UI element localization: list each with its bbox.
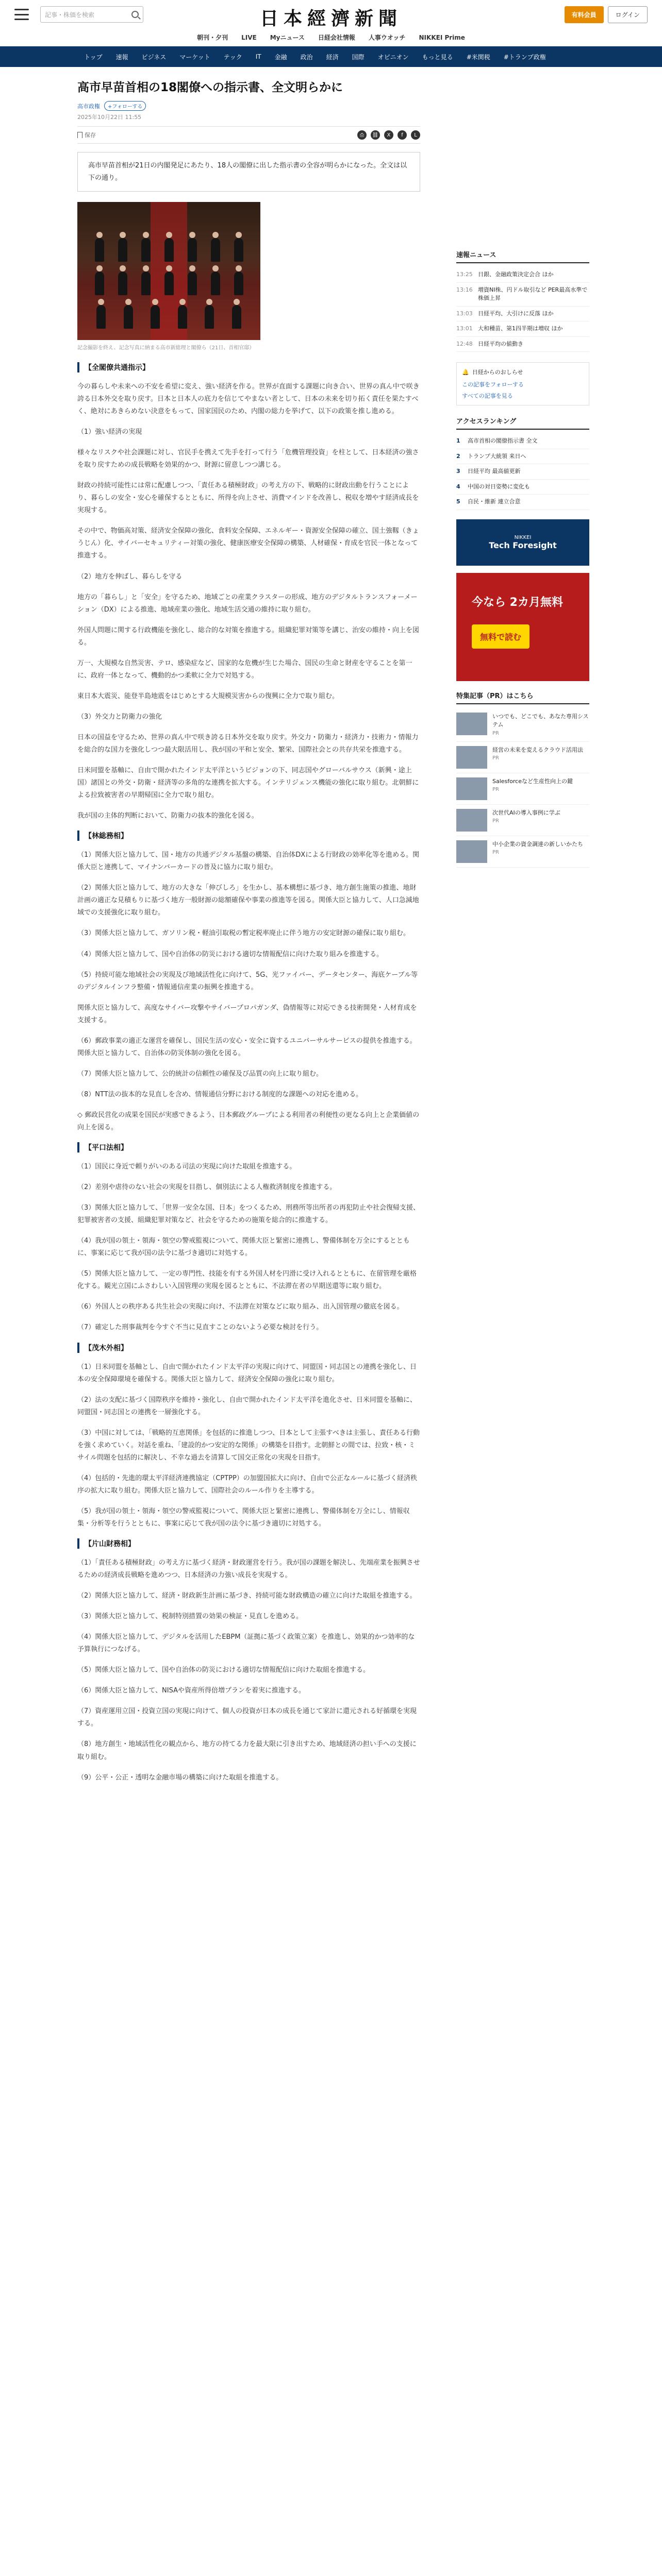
paragraph: （7）確定した刑事裁判を今すぐ不当に見直すことのないよう必要な検討を行う。 — [77, 1324, 323, 1332]
paragraph: （7）関係大臣と協力して、公的統計の信頼性の確保及び品質の向上に取り組む。 — [77, 1070, 323, 1078]
ranking-number: 3 — [456, 468, 460, 474]
news-item[interactable] — [456, 337, 589, 352]
feature-item[interactable] — [456, 836, 589, 868]
section-heading: 【林総務相】 — [77, 831, 420, 841]
subnav-item[interactable]: 朝刊・夕刊 — [197, 34, 228, 41]
ranking-item[interactable] — [456, 480, 589, 495]
paragraph: 日米同盟を基軸に、自由で開かれたインド太平洋というビジョンの下、同志国やグローバルサウス（新興・途上国）諸国との外交・防衛・経済等の多角的な連携を拡大する。インテリジェンス機能の強化に取り組む。北朝鮮による拉致被害者の早期帰国に全力で取り組む。 — [77, 767, 419, 800]
paragraph: 我が国の主体的判断において、防衛力の抜本的強化を図る。 — [77, 812, 258, 820]
subnav-item[interactable]: Myニュース — [270, 34, 305, 41]
subnav-item[interactable]: 日経会社情報 — [318, 34, 355, 41]
sub-navigation — [0, 29, 662, 46]
search-icon[interactable] — [131, 11, 139, 18]
site-logo[interactable]: 日本經濟新聞 — [259, 8, 403, 29]
photo-caption: 記念撮影を終え、記念写真に納まる高市新総理と閣僚ら（21日、首相官邸） — [77, 345, 255, 351]
ranking-title: 高市首相の閣僚指示書 全文 — [468, 437, 538, 444]
news-time: 13:25 — [456, 271, 473, 278]
paragraph: （6）関係大臣と協力して、NISAや資産所得倍増プランを着実に推進する。 — [77, 1687, 305, 1695]
bell-icon: 🔔 — [462, 368, 469, 376]
nav-item[interactable]: IT — [255, 53, 261, 60]
paragraph: （2）法の支配に基づく国際秩序を維持・強化し、自由で開かれたインド太平洋を進化させ、日米同盟を基軸に、同盟国・同志国との連携を一層強化する。 — [77, 1396, 417, 1416]
sidebar — [456, 79, 589, 1792]
paragraph: （2）関係大臣と協力して、地方の大きな「伸びしろ」を生かし、基本構想に基づき、地方創生施策の推進、地財計画の適正な見積もりに基づく地方一般財源の総額確保や事業の推進等を図る。関係大臣と協力して、人口急減地域での支援強化に取り組む。 — [77, 884, 419, 917]
paragraph: （1）国民に身近で頼りがいのある司法の実現に向けた取組を推進する。 — [77, 1163, 296, 1171]
subnav-item[interactable]: 人事ウオッチ — [368, 34, 406, 41]
ranking-number: 5 — [456, 498, 460, 505]
section-heading: 【茂木外相】 — [77, 1343, 420, 1353]
nav-item[interactable]: 金融 — [274, 53, 287, 61]
article-body — [77, 362, 420, 1784]
feature-title: 中小企業の資金調達の新しいかたち — [492, 840, 583, 848]
paragraph: （1）強い経済の実現 — [77, 428, 142, 436]
paragraph: （7）資産運用立国・投資立国の実現に向けて、個人の投資が日本の成長を通じて家計に還元される好循環を実現する。 — [77, 1707, 417, 1728]
news-heading: 速報ニュース — [456, 249, 589, 263]
article-summary: 高市早苗首相が21日の内閣発足にあたり、18人の閣僚に出した指示書の全容が明らかになった。全文は以下の通り。 — [77, 152, 420, 192]
ranking-title: 日経平均 最高値更新 — [468, 468, 521, 474]
news-time: 12:48 — [456, 340, 473, 347]
share-link-icon[interactable]: ⛓ — [371, 130, 380, 140]
ranking-number: 1 — [456, 437, 460, 444]
ad-subscription[interactable] — [456, 573, 589, 681]
paragraph: （9）公平・公正・透明な金融市場の構築に向けた取組を推進する。 — [77, 1773, 283, 1782]
hamburger-menu-icon[interactable] — [14, 9, 29, 20]
news-title: 増資NI株、円ドル取引など PER最高水準で株価上昇 — [478, 286, 588, 301]
share-line-icon[interactable]: L — [411, 130, 420, 140]
news-title: 日経平均の値動き — [478, 340, 523, 347]
ranking-number: 2 — [456, 452, 460, 460]
feature-text — [492, 713, 589, 737]
feature-thumbnail — [456, 840, 487, 863]
news-item[interactable] — [456, 283, 589, 307]
article-main — [77, 79, 420, 1792]
paragraph: 関係大臣と協力して、高度なサイバー攻撃やサイバープロパガンダ、偽情報等に対応できる技術開発・人材育成を支援する。 — [77, 1004, 417, 1024]
news-time: 13:03 — [456, 310, 473, 317]
nav-item[interactable]: 経済 — [326, 53, 339, 61]
feature-source: PR — [492, 818, 499, 824]
feature-item[interactable] — [456, 708, 589, 742]
feature-text — [492, 840, 583, 863]
paragraph: （5）関係大臣と協力して、国や自治体の防災における適切な情報配信に向けた取組を推進する。 — [77, 1666, 370, 1674]
feature-source: PR — [492, 850, 499, 855]
panel-text: 日経からのおしらせ — [472, 369, 523, 376]
news-title: 日銀、金融政策決定会合 ほか — [478, 271, 554, 278]
ranking-item[interactable] — [456, 434, 589, 449]
save-label: 保存 — [85, 132, 96, 139]
nav-item[interactable]: もっと見る — [422, 53, 453, 61]
bookmark-icon — [77, 132, 82, 138]
news-time: 13:01 — [456, 325, 473, 332]
share-bar — [77, 126, 420, 144]
news-time: 13:16 — [456, 286, 473, 293]
subnav-item[interactable]: NIKKEI Prime — [419, 33, 465, 41]
notice-panel — [456, 362, 589, 405]
topic-tag[interactable]: 高市政権 — [77, 103, 100, 110]
feature-source: PR — [492, 787, 499, 792]
paragraph: （2）関係大臣と協力して、経済・財政新生計画に基づき、持続可能な財政構造の確立に向けた取組を推進する。 — [77, 1592, 417, 1600]
publish-date: 2025年10月22日 11:55 — [77, 114, 142, 121]
paragraph: （2）地方を伸ばし、暮らしを守る — [77, 572, 183, 581]
nav-item[interactable]: #米関税 — [466, 53, 490, 61]
feature-title: 次世代AIの導入事例に学ぶ — [492, 809, 560, 816]
section-heading: 【全閣僚共通指示】 — [77, 362, 420, 372]
ranking-title: 中国の対日姿勢に変化も — [468, 483, 530, 490]
paragraph: （6）外国人との秩序ある共生社会の実現に向け、不法滞在対策などに取り組み、出入国管理の徹底を図る。 — [77, 1303, 404, 1311]
paragraph: （4）我が国の領土・領海・領空の警戒監視について、関係大臣と緊密に連携し、警備体制を万全にするとともに、事案に応じて我が国の法令に基づき適切に対処する。 — [77, 1237, 410, 1258]
paragraph: （5）関係大臣と協力して、一定の専門性、技能を有する外国人材を円滑に受け入れるとともに、在留管理を厳格化する。観光立国にふさわしい入国管理の実現を図るとともに、不法滞在者の早期送還等に取り組む。 — [77, 1270, 417, 1291]
feature-title: Salesforceなど生産性向上の鍵 — [492, 777, 573, 785]
ad1-small: NIKKEI — [514, 534, 532, 540]
paragraph: その中で、物価高対策、経済安全保障の強化、食料安全保障、エネルギー・資源安全保障の確立、国土強靱（きょうじん）化、サイバーセキュリティー対策の強化、健康医療安全保障の構築、人材確保・育成を官民一体となって推進する。 — [77, 527, 419, 560]
paragraph: 今の暮らしや未来への不安を希望に変え、強い経済を作る。世界が直面する課題に向き合い、世界の真ん中で咲き誇る日本外交を取り戻す。日本と日本人の底力を信じてやまない者として、日本の未来を切り拓く責任を果たすべく、絶対にあきらめない決意をもって、国家国民のため、内閣の総力を挙げて、以下の政策を推し進める。 — [77, 382, 420, 416]
nav-item[interactable]: テック — [223, 53, 242, 61]
share-x-icon[interactable]: X — [384, 130, 393, 140]
panel-follow-link[interactable]: この記事をフォローする — [462, 381, 524, 388]
subnav-item[interactable]: LIVE — [241, 33, 257, 41]
feature-text — [492, 809, 560, 832]
nav-item[interactable]: マーケット — [179, 53, 210, 61]
feature-source: PR — [492, 755, 499, 761]
paragraph: （3）中国に対しては、「戦略的互恵関係」を包括的に推進しつつ、日本として主張すべきは主張し、責任ある行動を強く求めていく。対話を重ね、「建設的かつ安定的な関係」の構築を目指す。北朝鮮との間では、拉致・核・ミサイル問題を包括的に解決し、不幸な過去を清算して国交正常化の実現を目指す。 — [77, 1429, 420, 1462]
save-button[interactable] — [77, 131, 96, 139]
paragraph: 財政の持続可能性には常に配慮しつつ、「責任ある積極財政」の考え方の下、戦略的に財政出動を行うことにより、暮らしの安全・安心を確保するとともに、所得を向上させ、消費マインドを改善し、税収を増やす経済成長を実現する。 — [77, 482, 419, 515]
news-item[interactable] — [456, 307, 589, 322]
feature-thumbnail — [456, 777, 487, 800]
paragraph: 外国人問題に関する行政機能を強化し、総合的な対策を推進する。組織犯罪対策等を講じ、治安の維持・向上を図る。 — [77, 626, 420, 647]
feature-text — [492, 777, 573, 800]
feature-thumbnail — [456, 713, 487, 735]
paragraph: （4）関係大臣と協力して、デジタルを活用したEBPM（証拠に基づく政策立案）を推進し、効果的かつ効率的な予算執行につなげる。 — [77, 1633, 415, 1654]
follow-button[interactable]: +フォローする — [104, 101, 146, 111]
paragraph: （8）地方創生・地域活性化の観点から、地方の持てる力を最大限に引き出すため、地域経済の担い手への支援に取り組む。 — [77, 1740, 417, 1761]
section-heading: 【平口法相】 — [77, 1142, 420, 1153]
feature-title: いつでも、どこでも、あなた専用システム — [492, 713, 589, 728]
nav-item[interactable]: 国際 — [352, 53, 365, 61]
nav-item[interactable]: #トランプ政権 — [503, 53, 546, 61]
news-item[interactable] — [456, 321, 589, 337]
subscribe-button[interactable]: 有料会員 — [565, 6, 604, 23]
paragraph: （3）関係大臣と協力して、「世界一安全な国、日本」をつくるため、刑務所等出所者の再犯防止や社会復帰支援、犯罪被害者の支援、組織犯罪対策など、社会を守るための施策を総合的に推進する。 — [77, 1204, 420, 1225]
top-bar — [0, 0, 662, 29]
nav-item[interactable]: オピニオン — [377, 53, 409, 61]
paragraph: （3）関係大臣と協力して、ガソリン税・軽油引取税の暫定税率廃止に伴う地方の安定財源の確保に取り組む。 — [77, 929, 410, 938]
ranking-item[interactable] — [456, 449, 589, 465]
paragraph: （6）郵政事業の適正な運営を確保し、国民生活の安心・安全に資するユニバーサルサービスの提供を推進する。関係大臣と協力して、自治体の防災体制の強化を図る。 — [77, 1037, 417, 1057]
main-navigation — [0, 46, 662, 67]
news-item[interactable] — [456, 267, 589, 283]
search-input[interactable] — [40, 6, 143, 23]
ad2-price: 今なら 2カ月無料 — [472, 596, 563, 609]
paragraph: （5）我が国の領土・領海・領空の警戒監視について、関係大臣と緊密に連携し、警備体制を万全にし、情報収集・分析等を行うとともに、事案に応じて我が国の法令に基づき適切に対処する。 — [77, 1507, 410, 1528]
nav-item[interactable]: トップ — [84, 53, 103, 61]
feature-text — [492, 746, 583, 769]
section-heading: 【片山財務相】 — [77, 1538, 420, 1549]
panel-more-link[interactable]: すべての記事を見る — [462, 393, 513, 399]
ranking-item[interactable] — [456, 464, 589, 480]
feature-title: 経営の未来を変えるクラウド活用法 — [492, 746, 583, 753]
ranking-heading: アクセスランキング — [456, 416, 589, 430]
feature-item[interactable] — [456, 742, 589, 773]
paragraph: （4）関係大臣と協力して、国や自治体の防災における適切な情報配信に向けた取り組みを推進する。 — [77, 950, 384, 958]
feature-heading: 特集記事（PR）はこちら — [456, 690, 589, 704]
paragraph: 様々なリスクや社会課題に対し、官民手を携えて先手を打って行う「危機管理投資」を柱として、日本経済の強さを取り戻すための成長戦略を効果的かつ、財源に留意しつつ講じる。 — [77, 449, 419, 469]
paragraph: （5）持続可能な地域社会の実現及び地域活性化に向けて、5G、光ファイバー、データセンター、海底ケーブル等のデジタルインフラ整備・情報通信産業の振興を推進する。 — [77, 971, 418, 991]
ranking-title: 自民・維新 連立合意 — [468, 498, 521, 505]
feature-item[interactable] — [456, 805, 589, 836]
feature-thumbnail — [456, 809, 487, 832]
paragraph: （4）包括的・先進的環太平洋経済連携協定（CPTPP）の加盟国拡大に向け、自由で公正なルールに基づく経済秩序の拡大に取り組む。関係大臣と協力して、国際社会のルール作りを主導する。 — [77, 1474, 418, 1495]
paragraph: 地方の「暮らし」と「安全」を守るため、地域ごとの産業クラスターの形成、地方のデジタルトランスフォーメーション（DX）による推進、地域産業の強化、地域生活交通の維持に取り組む。 — [77, 593, 418, 614]
ranking-number: 4 — [456, 483, 460, 490]
paragraph: （1）「責任ある積極財政」の考え方に基づく経済・財政運営を行う。我が国の課題を解決し、先端産業を振興させるための経済成長戦略を進めつつ、日本経済の力強い成長を実現する。 — [77, 1559, 420, 1580]
ad2-cta-button[interactable]: 無料で読む — [472, 624, 529, 649]
nav-item[interactable]: 政治 — [300, 53, 313, 61]
ranking-title: トランプ大統領 来日へ — [468, 452, 526, 460]
article-headline: 高市早苗首相の18閣僚への指示書、全文明らかに — [77, 81, 343, 94]
news-title: 大和種苗、第1四半期は増収 ほか — [478, 325, 563, 332]
article-photo — [77, 202, 260, 340]
paragraph: （8）NTT法の抜本的な見直しを含め、情報通信分野における制度的な課題への対応を進める。 — [77, 1090, 363, 1098]
paragraph: （3）関係大臣と協力して、税制特別措置の効果の検証・見直しを進める。 — [77, 1613, 303, 1621]
news-title: 日経平均、大引けに反落 ほか — [478, 310, 554, 317]
feature-item[interactable] — [456, 773, 589, 805]
feature-source: PR — [492, 730, 499, 736]
paragraph: ◇ 郵政民営化の成果を国民が実感できるよう、日本郵政グループによる利用者の利便性の更なる向上と企業価値の向上を図る。 — [77, 1111, 420, 1131]
ranking-item[interactable] — [456, 495, 589, 510]
login-button[interactable]: ログイン — [608, 6, 648, 23]
share-print-icon[interactable]: ⎙ — [357, 130, 367, 140]
paragraph: 東日本大震災、能登半島地震をはじめとする大規模災害からの復興に全力で取り組む。 — [77, 692, 339, 700]
paragraph: （1）関係大臣と協力して、国・地方の共通デジタル基盤の構築、自治体DXによる行財政の効率化等を進める。関係大臣と連携して、マイナンバーカードの普及に協力に取り組む。 — [77, 851, 420, 872]
nav-item[interactable]: 速報 — [115, 53, 128, 61]
paragraph: （1）日米同盟を基軸とし、自由で開かれたインド太平洋の実現に向けて、同盟国・同志国との連携を強化し、日本の安全保障環境を確保する。関係大臣と協力して、経済安全保障の強化に取り組む。 — [77, 1363, 417, 1383]
paragraph: （3）外交力と防衛力の強化 — [77, 713, 162, 721]
paragraph: 日本の国益を守るため、世界の真ん中で咲き誇る日本外交を取り戻す。外交力・防衛力・経済力・技術力・情報力を総合的な国力を強化しつつ最大限活用し、我が国の平和と安全、繁栄、国際社会との共存共栄を推進する。 — [77, 733, 419, 754]
paragraph: 万一、大規模な自然災害、テロ、感染症など、国家的な危機が生じた場合、国民の生命と財産を守ることを第一に、政府一体となって、機動的かつ柔軟に全力で対処する。 — [77, 659, 412, 680]
feature-thumbnail — [456, 746, 487, 769]
ad-tech-foresight[interactable] — [456, 519, 589, 566]
search-placeholder: 記事・株価を検索 — [45, 11, 95, 19]
ad1-big: Tech Foresight — [489, 540, 557, 550]
nav-item[interactable]: ビジネス — [141, 53, 167, 61]
paragraph: （2）差別や虐待のない社会の実現を目指し、個別法による人権救済制度を推進する。 — [77, 1183, 337, 1192]
share-facebook-icon[interactable]: f — [398, 130, 407, 140]
